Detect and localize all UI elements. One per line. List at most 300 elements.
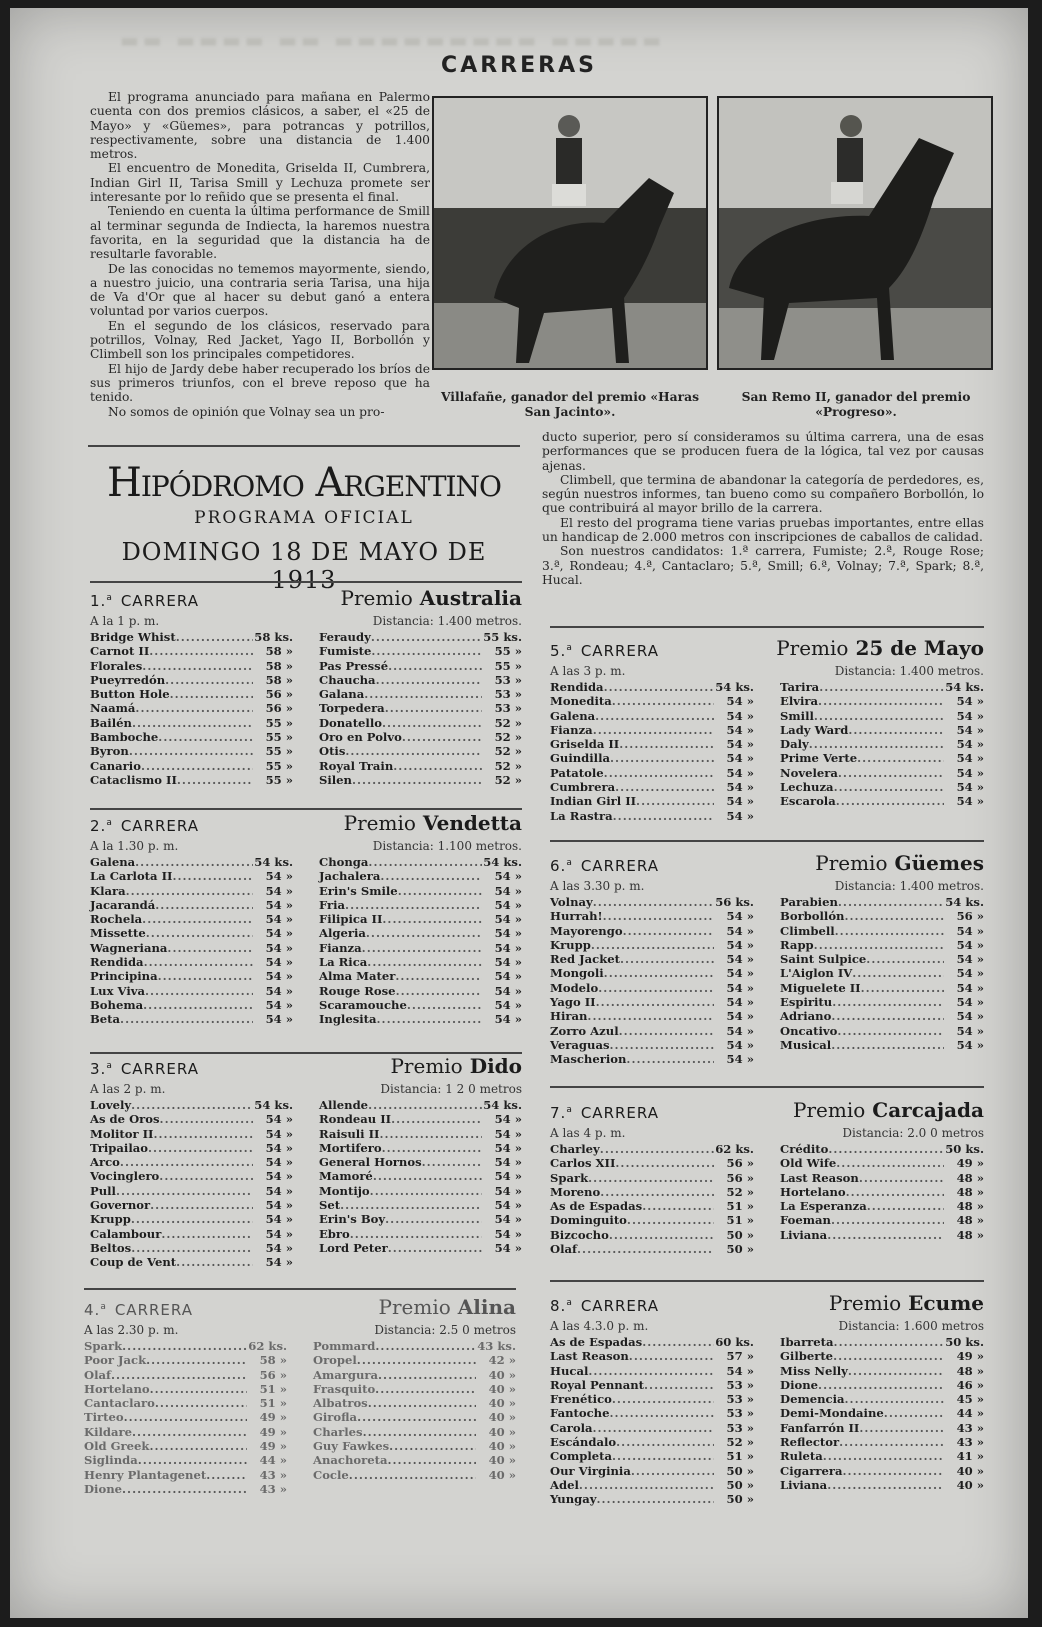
leader-dots — [859, 1171, 944, 1185]
leader-dots — [838, 766, 944, 780]
horse-entry — [780, 694, 984, 708]
horse-weight: 54 » — [726, 780, 754, 795]
horse-entry — [90, 659, 293, 673]
horse-name: Climbell — [780, 923, 835, 938]
leader-dots — [357, 1410, 476, 1424]
leader-dots — [148, 1141, 253, 1155]
horse-weight: 54 » — [494, 983, 522, 998]
leader-dots — [349, 1468, 476, 1482]
race-ordinal: a — [566, 1298, 573, 1308]
leader-dots — [839, 1435, 944, 1449]
prize-name: Carcajada — [872, 1098, 984, 1122]
horse-entry — [550, 995, 754, 1009]
entries-column — [90, 630, 293, 787]
horse-weight: 54 ks. — [945, 895, 984, 909]
leader-dots — [615, 780, 714, 794]
horse-name: Fianza — [318, 940, 362, 955]
entries-table — [90, 1098, 522, 1270]
prize-prefix: Premio — [340, 586, 413, 610]
horse-entry — [550, 909, 754, 923]
horse-name: Escándalo — [550, 1435, 617, 1450]
horse-weight: 52 » — [494, 744, 522, 759]
horse-weight: 43 » — [259, 1467, 288, 1482]
horse-name: Erin's Smile — [318, 883, 398, 898]
leader-dots — [158, 969, 253, 983]
horse-name: Foeman — [780, 1213, 831, 1228]
leader-dots — [111, 1368, 247, 1382]
horse-entry — [313, 1468, 516, 1482]
horse-name: Cocle — [312, 1467, 349, 1482]
horse-entry — [550, 709, 754, 723]
horse-entry — [90, 941, 293, 955]
horse-entry — [780, 1213, 984, 1227]
horse-entry — [780, 794, 984, 808]
horse-entry — [84, 1410, 287, 1424]
horse-name: Cataclismo II — [90, 772, 177, 787]
horse-weight: 55 » — [265, 772, 294, 787]
horse-name: Set — [318, 1198, 341, 1213]
horse-weight: 51 » — [726, 1213, 754, 1228]
leader-dots — [206, 1468, 247, 1482]
horse-entry — [780, 1171, 984, 1185]
horse-entry — [550, 1378, 754, 1392]
horse-entry — [84, 1425, 287, 1439]
horse-weight: 55 » — [265, 758, 294, 773]
horse-entry — [550, 1199, 754, 1213]
horse-weight: 40 » — [488, 1410, 516, 1425]
leader-dots — [379, 1127, 482, 1141]
horse-weight: 54 » — [265, 926, 294, 941]
horse-weight: 41 » — [956, 1449, 984, 1464]
leader-dots — [610, 1038, 714, 1052]
horse-name: Kildare — [84, 1424, 132, 1439]
horse-weight: 55 » — [494, 658, 522, 673]
leader-dots — [827, 1478, 944, 1492]
race-label: CARRERA — [120, 592, 199, 610]
horse-entry — [550, 1364, 754, 1378]
horse-name: Frasquito — [312, 1381, 376, 1396]
horse-entry — [90, 969, 293, 983]
horse-weight: 48 » — [956, 1363, 984, 1378]
horse-entry — [90, 855, 293, 869]
horse-name: Bohema — [90, 997, 144, 1012]
horse-name: Galena — [550, 708, 596, 723]
horse-entry — [780, 1421, 984, 1435]
horse-weight: 49 » — [259, 1424, 288, 1439]
leader-dots — [362, 941, 482, 955]
leader-dots — [155, 1396, 247, 1410]
leader-dots — [120, 1012, 253, 1026]
horse-entry — [780, 1335, 984, 1349]
leader-dots — [138, 1453, 247, 1467]
horse-name: Lady Ward — [780, 722, 849, 737]
article-paragraph: No somos de opinión que Volnay sea un pro- — [108, 404, 385, 419]
program-subtitle: PROGRAMA OFICIAL — [194, 508, 414, 528]
race-block — [90, 586, 522, 787]
horse-name: Jachalera — [318, 869, 381, 884]
horse-name: La Esperanza — [780, 1199, 867, 1214]
horse-weight: 54 » — [956, 923, 984, 938]
horse-jockey-illustration — [434, 98, 706, 368]
horse-entry — [84, 1339, 287, 1353]
horse-entry — [550, 1349, 754, 1363]
prize-prefix: Premio — [776, 636, 849, 660]
horse-weight: 54 » — [494, 897, 522, 912]
horse-name: Carola — [550, 1420, 593, 1435]
prize-name: Güemes — [894, 851, 984, 875]
horse-name: Monedita — [550, 694, 612, 709]
horse-name: Hucal — [550, 1363, 589, 1378]
horse-name: Silen — [318, 772, 352, 787]
horse-entry — [319, 759, 522, 773]
horse-entry — [90, 1098, 293, 1112]
horse-name: Yago II — [550, 995, 596, 1010]
entries-table — [550, 680, 984, 823]
horse-name: Anachoreta — [312, 1453, 388, 1468]
horse-entry — [319, 926, 522, 940]
horse-name: Lord Peter — [318, 1240, 388, 1255]
horse-entry — [780, 780, 984, 794]
horse-entry — [780, 1142, 984, 1156]
leader-dots — [604, 766, 714, 780]
leader-dots — [604, 680, 714, 694]
horse-entry — [550, 1171, 754, 1185]
horse-name: Musical — [780, 1037, 832, 1052]
horse-entry — [550, 1009, 754, 1023]
horse-weight: 54 » — [265, 983, 294, 998]
horse-weight: 62 ks. — [715, 1142, 754, 1156]
horse-name: Carnot II — [90, 644, 150, 659]
leader-dots — [833, 1349, 944, 1363]
horse-entry — [90, 673, 293, 687]
horse-entry — [90, 1255, 293, 1269]
horse-entry — [550, 1142, 754, 1156]
horse-entry — [780, 1449, 984, 1463]
race-distance: Distancia: 1.400 metros. — [834, 664, 984, 678]
horse-entry — [550, 737, 754, 751]
horse-entry — [550, 766, 754, 780]
horse-name: Charles — [312, 1424, 363, 1439]
horse-entry — [780, 895, 984, 909]
article-paragraph: Climbell, que termina de abandonar la categoría de perdedores, es, según nuestros informes, tan bueno como su compañero Borbollón, lo que contribuirá al mayor brillo de la carrera. — [542, 472, 984, 516]
bleed-through-text: ▬▬ ▬▬▬▬ ▬▬ ▬▬▬▬▬▬▬▬▬ ▬▬▬▬▬ — [120, 28, 666, 52]
leader-dots — [135, 701, 253, 715]
horse-name: Borbollón — [780, 909, 845, 924]
horse-weight: 54 » — [494, 1198, 522, 1213]
horse-entry — [550, 1406, 754, 1420]
horse-name: Hiran — [550, 1009, 588, 1024]
horse-entry — [319, 701, 522, 715]
horse-entry — [90, 1212, 293, 1226]
horse-weight: 54 » — [726, 923, 754, 938]
horse-weight: 54 » — [956, 995, 984, 1010]
horse-name: Espiritu — [780, 995, 833, 1010]
leader-dots — [407, 998, 482, 1012]
horse-entry — [550, 723, 754, 737]
horse-name: As de Oros — [90, 1112, 160, 1127]
horse-entry — [90, 884, 293, 898]
divider — [550, 626, 984, 628]
horse-entry — [550, 981, 754, 995]
horse-entry — [313, 1425, 516, 1439]
horse-weight: 54 ks. — [483, 1098, 522, 1112]
leader-dots — [844, 909, 944, 923]
horse-weight: 54 » — [265, 1126, 294, 1141]
horse-name: Daly — [780, 737, 809, 752]
leader-dots — [593, 1421, 714, 1435]
horse-weight: 52 » — [494, 758, 522, 773]
horse-entry — [84, 1382, 287, 1396]
horse-entry — [319, 912, 522, 926]
horse-weight: 54 » — [726, 765, 754, 780]
leader-dots — [377, 1012, 482, 1026]
leader-dots — [131, 1241, 253, 1255]
horse-weight: 54 » — [956, 794, 984, 809]
horse-weight: 54 » — [956, 952, 984, 967]
leader-dots — [143, 998, 253, 1012]
leader-dots — [848, 723, 944, 737]
horse-weight: 58 ks. — [254, 630, 294, 644]
horse-entry — [90, 1169, 293, 1183]
leader-dots — [167, 941, 253, 955]
horse-name: Byron — [90, 744, 129, 759]
horse-weight: 48 » — [956, 1213, 984, 1228]
race-time: A las 3 p. m. — [550, 664, 626, 678]
race-label: CARRERA — [114, 1301, 193, 1319]
race-ordinal: a — [100, 1302, 107, 1312]
horse-name: Missette — [90, 926, 146, 941]
horse-entry — [84, 1396, 287, 1410]
horse-weight: 55 » — [265, 715, 294, 730]
photo-caption: San Remo II, ganador del premio «Progreso». — [741, 389, 971, 419]
leader-dots — [132, 716, 253, 730]
horse-weight: 55 » — [494, 644, 522, 659]
horse-name: Chonga — [318, 855, 369, 869]
horse-entry — [84, 1453, 287, 1467]
race-number — [550, 642, 659, 660]
leader-dots — [388, 659, 482, 673]
leader-dots — [845, 1392, 944, 1406]
race-prize — [829, 1291, 984, 1315]
leader-dots — [345, 744, 482, 758]
leader-dots — [176, 1255, 253, 1269]
horse-name: Lux Viva — [90, 983, 145, 998]
horse-weight: 54 » — [956, 737, 984, 752]
horse-name: Griselda II — [550, 737, 620, 752]
horse-name: Fantoche — [550, 1406, 610, 1421]
entries-column — [780, 680, 984, 823]
horse-weight: 46 » — [956, 1377, 984, 1392]
race-ordinal: a — [106, 818, 113, 828]
horse-name: Pueyrredón — [90, 672, 166, 687]
horse-entry — [319, 659, 522, 673]
leader-dots — [350, 1227, 482, 1241]
horse-entry — [90, 730, 293, 744]
divider — [90, 581, 522, 583]
race-distance: Distancia: 1.400 metros. — [834, 879, 984, 893]
prize-name: Dido — [469, 1054, 522, 1078]
horse-weight: 54 » — [265, 912, 294, 927]
leader-dots — [595, 709, 714, 723]
leader-dots — [627, 1213, 714, 1227]
leader-dots — [382, 716, 482, 730]
horse-name: Ibarreta — [780, 1335, 834, 1349]
horse-entry — [780, 1228, 984, 1242]
horse-name: Mongoli — [550, 966, 604, 981]
article-paragraph: El hijo de Jardy debe haber recuperado los bríos de sus primeros triunfos, con el breve reposo que ha tenido. — [90, 361, 430, 405]
horse-weight: 54 » — [726, 794, 754, 809]
horse-entry — [780, 952, 984, 966]
leader-dots — [371, 644, 482, 658]
race-meta — [84, 1321, 516, 1339]
horse-name: Our Virginia — [550, 1463, 631, 1478]
horse-weight: 54 » — [956, 937, 984, 952]
horse-weight: 54 » — [494, 1126, 522, 1141]
horse-entry — [550, 1156, 754, 1170]
horse-name: Carlos XII — [550, 1156, 616, 1171]
horse-weight: 54 » — [956, 980, 984, 995]
entries-table — [550, 1142, 984, 1256]
horse-entry — [780, 1185, 984, 1199]
horse-weight: 54 » — [726, 1023, 754, 1038]
horse-weight: 54 » — [956, 780, 984, 795]
horse-entry — [780, 1392, 984, 1406]
horse-weight: 49 » — [259, 1410, 288, 1425]
horse-weight: 54 » — [494, 912, 522, 927]
leader-dots — [146, 1353, 247, 1367]
program-date: DOMINGO 18 DE MAYO DE 1913 — [121, 538, 487, 594]
prize-name: 25 de Mayo — [855, 636, 984, 660]
leader-dots — [629, 1349, 714, 1363]
horse-name: Feraudy — [318, 630, 371, 644]
horse-weight: 54 » — [265, 1255, 294, 1270]
race-block — [550, 851, 984, 1067]
horse-weight: 56 » — [726, 1156, 754, 1171]
race-meta — [550, 1124, 984, 1142]
race-prize — [379, 1295, 516, 1319]
horse-weight: 54 » — [494, 940, 522, 955]
horse-weight: 40 » — [488, 1396, 516, 1411]
horse-entry — [313, 1353, 516, 1367]
prize-name: Alina — [457, 1295, 516, 1319]
horse-name: Ebro — [318, 1226, 350, 1241]
horse-name: Adriano — [780, 1009, 832, 1024]
leader-dots — [835, 924, 944, 938]
horse-weight: 53 » — [726, 1392, 754, 1407]
horse-name: Gilberte — [780, 1349, 834, 1364]
race-block — [90, 811, 522, 1027]
leader-dots — [579, 1478, 714, 1492]
prize-prefix: Premio — [793, 1098, 866, 1122]
horse-name: Demi-Mondaine — [780, 1406, 884, 1421]
horse-weight: 54 ks. — [715, 680, 754, 694]
horse-entry — [319, 869, 522, 883]
horse-weight: 50 ks. — [945, 1142, 984, 1156]
race-label: CARRERA — [580, 1297, 659, 1315]
horse-name: Old Greek — [84, 1439, 150, 1454]
horse-name: Pas Pressé — [318, 658, 389, 673]
horse-entry — [550, 780, 754, 794]
horse-weight: 53 » — [726, 1377, 754, 1392]
horse-name: La Rastra — [550, 808, 613, 823]
entries-column — [550, 895, 754, 1067]
divider — [550, 1086, 984, 1088]
horse-entry — [780, 1009, 984, 1023]
horse-name: Miguelete II — [780, 980, 861, 995]
leader-dots — [124, 1410, 247, 1424]
race-number-value: 3. — [90, 1060, 107, 1078]
entries-column — [319, 630, 522, 787]
race-prize — [776, 636, 984, 660]
horse-name: Tarira — [780, 680, 820, 694]
horse-weight: 44 » — [956, 1406, 984, 1421]
leader-dots — [158, 730, 253, 744]
horse-weight: 54 » — [726, 952, 754, 967]
horse-weight: 43 » — [956, 1435, 984, 1450]
horse-entry — [780, 709, 984, 723]
horse-weight: 54 » — [956, 694, 984, 709]
horse-weight: 54 » — [265, 869, 294, 884]
race-time: A las 4 p. m. — [550, 1126, 626, 1140]
horse-weight: 52 » — [494, 715, 522, 730]
horse-name: Siglinda — [84, 1453, 138, 1468]
leader-dots — [857, 751, 944, 765]
horse-weight: 51 » — [726, 1199, 754, 1214]
horse-weight: 40 » — [488, 1367, 516, 1382]
leader-dots — [866, 952, 944, 966]
horse-weight: 54 » — [726, 995, 754, 1010]
race-distance: Distancia: 1 2 0 metros — [380, 1082, 522, 1096]
race-label: CARRERA — [120, 1060, 199, 1078]
leader-dots — [814, 709, 944, 723]
leader-dots — [619, 1024, 714, 1038]
horse-name: Krupp — [90, 1212, 131, 1227]
horse-entry — [90, 759, 293, 773]
leader-dots — [340, 1198, 482, 1212]
entries-column — [550, 680, 754, 823]
horse-entry — [780, 966, 984, 980]
horse-weight: 54 » — [265, 997, 294, 1012]
horse-weight: 54 » — [494, 869, 522, 884]
horse-entry — [319, 716, 522, 730]
horse-entry — [550, 1038, 754, 1052]
entries-table — [550, 895, 984, 1067]
entries-column — [90, 855, 293, 1027]
race-prize — [390, 1054, 522, 1078]
race-ordinal: a — [566, 643, 573, 653]
horse-entry — [550, 1464, 754, 1478]
leader-dots — [642, 1199, 714, 1213]
horse-weight: 50 ks. — [945, 1335, 984, 1349]
race-header — [550, 1098, 984, 1124]
horse-entry — [319, 1012, 522, 1026]
article-paragraph: El encuentro de Monedita, Griselda II, Cumbrera, Indian Girl II, Tarisa Smill y Lechuza promete ser interesante por lo reñido que se presenta el final. — [90, 161, 430, 205]
horse-entry — [319, 744, 522, 758]
race-time: A las 2.30 p. m. — [84, 1323, 179, 1337]
horse-weight: 62 ks. — [248, 1339, 288, 1353]
horse-name: As de Espadas — [550, 1335, 643, 1349]
horse-name: Bailén — [90, 715, 132, 730]
leader-dots — [598, 981, 714, 995]
horse-weight: 54 ks. — [254, 1098, 294, 1112]
leader-dots — [149, 1439, 247, 1453]
horse-weight: 45 » — [956, 1392, 984, 1407]
leader-dots — [591, 938, 714, 952]
horse-weight: 40 » — [488, 1439, 516, 1454]
horse-name: Royal Train — [318, 758, 394, 773]
leader-dots — [636, 794, 714, 808]
leader-dots — [603, 909, 714, 923]
